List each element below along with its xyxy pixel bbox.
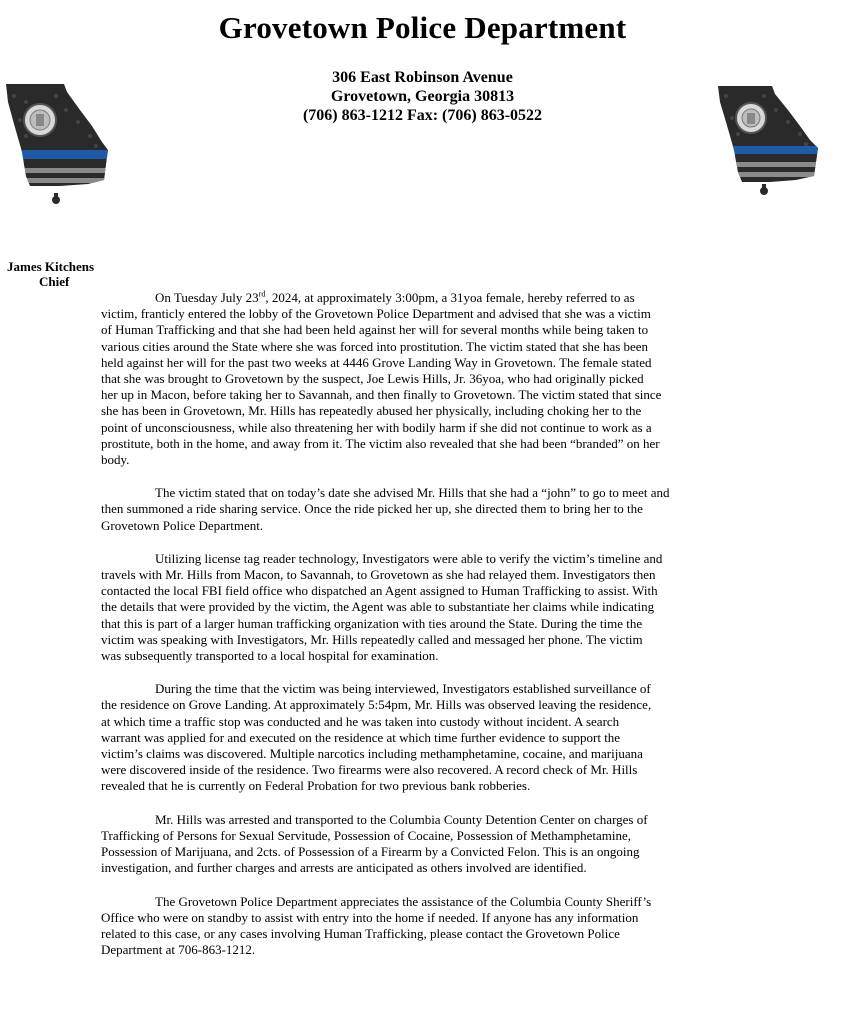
paragraph-2: The victim stated that on today’s date she advised Mr. Hills that she had a “john” to go to meet and then summoned a ride sharing service. Once the ride picked her up, she directed them to bring her to the Grovetown Police Department. <box>101 485 670 533</box>
street-address: 306 East Robinson Avenue <box>332 69 513 86</box>
paragraph-4: During the time that the victim was being interviewed, Investigators established surveillance of the residence on Grove Landing. At approximately 5:54pm, Mr. Hills was observed leaving the residence, at which time a traffic stop was conducted and he was taken into custody without incident. A search warrant was applied for and executed on the residence at which time further evidence to support the victim’s claims was discovered. Multiple narcotics including methamphetamine, cocaine, and marijuana were discovered inside of the residence. Two firearms were also recovered. A record check of Mr. Hills revealed that he is currently on Federal Probation for two previous bank robberies. <box>101 681 652 794</box>
chief-title: Chief <box>39 274 70 289</box>
page-title: Grovetown Police Department <box>218 10 627 45</box>
paragraph-1 <box>101 290 741 468</box>
date-suffix: rd <box>258 289 266 299</box>
paragraph-1-date: On Tuesday July 23 <box>155 290 259 305</box>
georgia-seal-right-icon <box>714 82 826 197</box>
phone-fax: (706) 863-1212 Fax: (706) 863-0522 <box>302 107 543 124</box>
paragraph-3: Utilizing license tag reader technology, Investigators were able to verify the victim’s timeline and travels with Mr. Hills from Macon, to Savannah, to Grovetown as she had relayed them. Investigators then contacted the local FBI field office who dispatched an Agent assigned to Human Trafficking to assist. With the details that were provided by the victim, the Agent was able to substantiate her claims while indicating that this is part of a larger human trafficking organization with ties around the State. During the time the victim was speaking with Investigators, Mr. Hills repeatedly called and messaged her phone. The victim was subsequently transported to a local hospital for examination. <box>101 550 663 664</box>
paragraph-1-text: , 2024, at approximately 3:00pm, a 31yoa female, hereby referred to as victim, franticly entered the lobby of the Grovetown Police Department and advised that she was a victim of Human Trafficking and that she had been held against her will for several months while being taken to various cities around the State where she was forced into prostitution. The victim stated that she has been held against her will for the past two weeks at 4446 Grove Landing Way in Grovetown. The female stated that she was brought to Grovetown by the suspect, Joe Lewis Hills, Jr. 36yoa, who had originally picked her up in Macon, before taking her to Savannah, and then finally to Grovetown. The victim stated that since she has been in Grovetown, Mr. Hills has repeatedly abused her physically, including choking her to the point of unconsciousness, while also threatening her with bodily harm if she did not continue to work as a prostitute, both in the home, and away from it. The victim also revealed that she had been “branded” on her body. <box>101 290 662 468</box>
georgia-seal-left-icon <box>0 80 118 206</box>
paragraph-6: The Grovetown Police Department appreciates the assistance of the Columbia County Sheriff’s Office who were on standby to assist with entry into the home if needed. If anyone has any information related to this case, or any cases involving Human Trafficking, please contact the Grovetown Police Department at 706-863-1212. <box>101 893 652 958</box>
press-release-body <box>101 290 741 975</box>
chief-signature-block <box>7 259 117 289</box>
chief-name: James Kitchens <box>7 259 95 274</box>
city-state-zip: Grovetown, Georgia 30813 <box>330 88 515 105</box>
paragraph-5: Mr. Hills was arrested and transported to the Columbia County Detention Center on charges of Trafficking of Persons for Sexual Servitude, Possession of Cocaine, Possession of Methamphetamine, Possession of Marijuana, and 2cts. of Possession of a Firearm by a Convicted Felon. This is an ongoing investigation, and further charges and arrests are anticipated as others involved are identified. <box>101 811 648 876</box>
